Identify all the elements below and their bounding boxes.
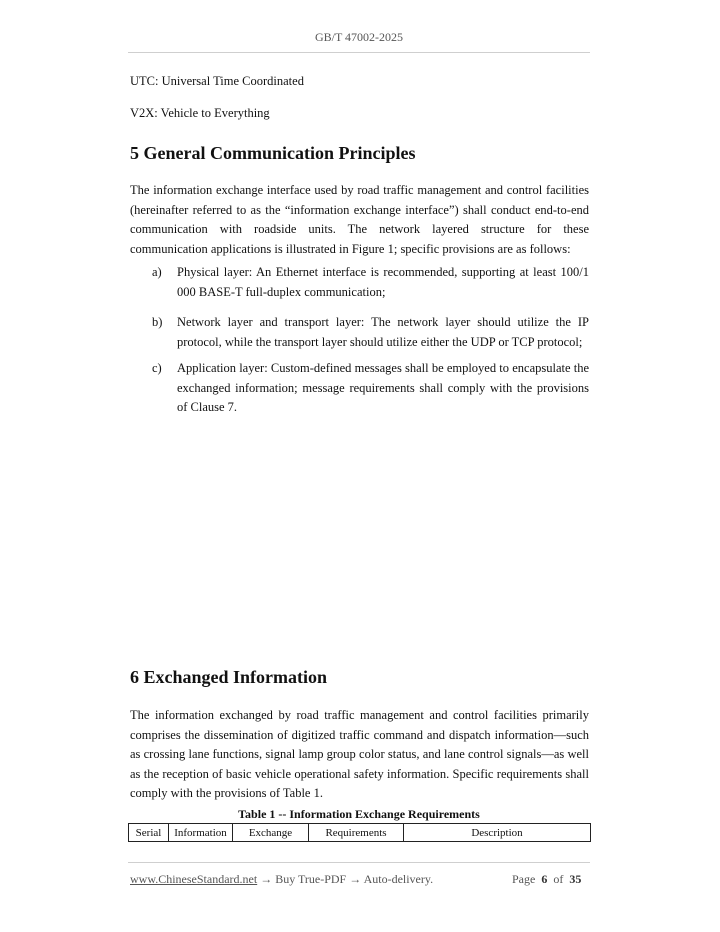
footer-promo	[130, 872, 433, 887]
list-marker: c)	[152, 361, 162, 375]
section-5-intro: The information exchange interface used by road traffic management and control facilities (hereinafter referred to as the “information exchange interface”) shall conduct end-to-end communication with roadside units. The network layered structure for these communication applications is illustrated in Figure 1; specific provisions are as follows:	[130, 183, 589, 256]
column-header-requirements: Requirements	[309, 824, 404, 842]
total-pages: 35	[569, 872, 582, 886]
column-header-serial: Serial	[129, 824, 169, 842]
list-marker: a)	[152, 265, 162, 279]
table-caption: Table 1 -- Information Exchange Requirements	[238, 807, 480, 821]
abbreviation-utc: UTC: Universal Time Coordinated	[130, 74, 304, 88]
page-indicator	[512, 872, 581, 887]
list-item	[152, 263, 589, 302]
table-header-row	[129, 824, 591, 842]
site-link[interactable]: www.ChineseStandard.net	[130, 872, 258, 886]
list-item	[152, 313, 589, 352]
list-marker: b)	[152, 315, 163, 329]
column-header-exchange: Exchange	[233, 824, 309, 842]
column-header-information: Information	[169, 824, 233, 842]
section-5-heading: 5 General Communication Principles	[130, 143, 416, 163]
page-label: Page	[512, 872, 536, 886]
abbreviation-v2x: V2X: Vehicle to Everything	[130, 106, 270, 120]
of-label: of	[553, 872, 564, 886]
header-divider	[128, 52, 590, 53]
list-item-text: Physical layer: An Ethernet interface is recommended, supporting at least 100/1 000 BASE-T full-duplex communication;	[177, 265, 589, 299]
page-number: 6	[541, 872, 548, 886]
column-header-description: Description	[404, 824, 591, 842]
section-6-heading: 6 Exchanged Information	[130, 667, 328, 687]
list-item-text: Application layer: Custom-defined messages shall be employed to encapsulate the exchanged information; message requirements shall comply with the provisions of Clause 7.	[177, 361, 589, 414]
footer-divider	[128, 862, 590, 863]
running-header: GB/T 47002-2025	[314, 30, 404, 44]
footer-promo-text: → Buy True-PDF → Auto-delivery.	[257, 872, 434, 886]
list-item-text: Network layer and transport layer: The network layer should utilize the IP protocol, while the transport layer should utilize either the UDP or TCP protocol;	[177, 315, 589, 349]
section-6-intro: The information exchanged by road traffic management and control facilities primarily comprises the dissemination of digitized traffic command and dispatch information—such as crossing lane functions, signal lamp group color status, and lane control signals—as well as the reception of basic vehicle operational safety information. Specific requirements shall comply with the provisions of Table 1.	[130, 708, 589, 800]
list-item	[152, 359, 589, 418]
requirements-table	[128, 823, 591, 842]
